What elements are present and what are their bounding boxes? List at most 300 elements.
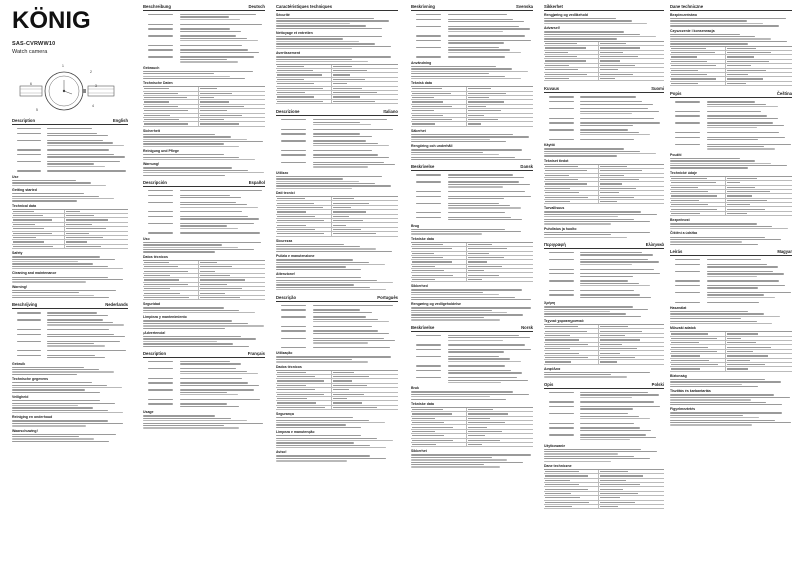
section-title [670,91,792,98]
text-line [281,316,306,317]
description-row [544,412,664,420]
text-line [143,170,248,171]
spec-key [544,74,598,75]
spec-key [12,233,64,234]
item-name [17,332,47,338]
spec-value [466,87,533,90]
text-line [448,217,511,218]
spec-value-text [333,407,377,408]
description-row [276,139,398,147]
spec-key-text [671,52,715,53]
spec-key [411,275,466,276]
text-line [17,149,41,150]
spec-key [544,166,598,167]
text-line [276,41,359,42]
text-line [416,349,441,350]
spec-value-text [600,353,620,354]
text-line [448,21,525,22]
spec-key-text [144,106,178,107]
spec-value [198,261,265,264]
callout-3: 3 [95,84,97,88]
text-line [276,422,385,423]
spec-value [331,397,398,400]
spec-value [598,487,664,490]
spec-value-text [333,101,375,102]
text-line [411,136,529,137]
spec-value-text [66,233,89,234]
subsection-heading: Tekniske data [411,236,434,241]
spec-value [198,269,265,272]
item-desc [180,215,265,221]
text-line [313,140,367,141]
text-line [12,182,91,183]
text-line [549,101,574,102]
spec-value [598,470,664,473]
spec-key [12,219,64,220]
text-line [148,403,173,404]
text-line [143,320,232,321]
spec-key-text [545,56,577,57]
spec-value [466,273,533,276]
text-line [707,137,785,138]
text-line [148,28,173,29]
text-line [580,276,633,277]
description-row [411,202,533,210]
text-line [707,302,759,303]
item-name [416,343,448,346]
spec-key [143,262,198,263]
spec-value [466,243,533,246]
text-line [143,423,263,424]
spec-value [331,69,398,72]
description-row [411,18,533,24]
spec-key [276,220,331,221]
spec-value [466,278,533,281]
spec-key-text [412,257,443,258]
item-desc [313,153,398,159]
spec-key [276,229,331,230]
text-line [17,154,41,155]
text-line [12,374,77,375]
text-line [670,226,772,227]
text-line [313,319,378,320]
text-line [448,344,526,345]
spec-value [725,64,792,67]
text-line [180,45,242,46]
text-line [12,185,106,186]
text-line [281,154,306,155]
spec-key [544,170,598,171]
spec-table [544,41,664,82]
spec-key [12,215,64,216]
spec-row [544,360,664,364]
spec-value-text [600,497,620,498]
text-line [670,417,759,418]
spec-key [544,47,598,48]
spec-value-text [600,493,638,494]
description-row [411,39,533,45]
text-line [448,35,526,36]
spec-value-text [468,413,508,414]
text-line [12,371,114,372]
item-name [416,34,448,37]
text-line [411,307,531,308]
spec-value [331,210,398,213]
item-desc [180,231,265,234]
spec-key [411,119,466,120]
spec-key [276,96,331,97]
text-line [416,377,441,378]
text-line [12,367,84,368]
spec-key [12,211,64,212]
text-line [47,329,108,330]
item-name [675,270,707,278]
text-line [148,223,173,224]
callout-2: 2 [90,70,92,74]
text-line [670,412,782,413]
spec-value [725,190,792,193]
spec-value-text [333,198,354,199]
spec-table [411,242,533,283]
text-line [580,408,633,409]
spec-key-text [545,65,569,66]
description-row [670,100,792,108]
spec-key [544,471,598,472]
description-row [12,160,128,168]
text-line [544,376,627,377]
section-title [544,4,664,11]
spec-key [411,123,466,124]
spec-key [670,347,725,348]
spec-value [466,92,533,95]
spec-value-text [333,70,367,71]
subsection-heading: Sikkerhed [411,284,428,289]
spec-key [670,61,725,62]
subsection-heading: Technical data [12,203,37,208]
column-4 [411,4,533,563]
item-desc [180,13,265,21]
spec-key-text [671,338,717,339]
text-line [448,203,499,204]
spec-value [331,406,398,409]
text-line [313,164,396,165]
spec-key [544,480,598,481]
text-line [549,108,574,109]
spec-key-text [144,97,187,98]
spec-value [725,55,792,58]
text-line [47,140,103,141]
spec-value-text [727,342,756,343]
text-line [276,289,386,290]
column-1 [12,118,128,563]
text-line [47,343,94,344]
text-line [180,56,254,57]
item-name [549,138,580,141]
text-line [549,401,574,402]
text-line [12,385,107,386]
spec-key-text [671,347,708,348]
text-line [17,341,41,342]
text-line [411,319,500,320]
spec-key [411,88,466,89]
description-row [143,381,265,387]
text-line [276,460,347,461]
spec-key [12,237,64,238]
spec-value [725,359,792,362]
subsection-heading: Τεχνικά χαρακτηριστικά [544,319,584,324]
spec-key-text [13,233,52,234]
text-line [12,389,85,390]
text-line [707,101,756,102]
text-line [12,259,115,260]
text-line [707,280,779,281]
spec-key [670,187,725,188]
spec-key [276,74,331,75]
spec-value-text [468,440,500,441]
text-line [143,172,264,173]
section-title [143,4,265,11]
spec-key-text [545,47,586,48]
spec-value-text [333,96,360,97]
text-line [276,280,377,281]
item-desc [47,148,128,151]
spec-row [276,406,398,410]
text-line [549,269,574,270]
text-line [12,196,99,197]
item-desc [448,355,533,363]
spec-key [411,253,466,254]
item-desc [47,127,128,130]
text-line [416,344,441,345]
spec-key-text [545,43,577,44]
subsection-heading: Getting started [12,188,37,193]
text-line [544,234,611,235]
spec-key-text [412,435,444,436]
spec-key-text [545,326,578,327]
description-row [544,107,664,115]
spec-value-text [66,241,86,242]
spec-key [544,183,598,184]
spec-value [331,78,398,81]
text-line [12,295,94,296]
text-line [313,119,387,120]
spec-key [411,409,466,410]
spec-value [598,496,664,499]
spec-key [411,418,466,419]
section-gap [544,511,664,514]
text-line [580,413,628,414]
text-line [707,148,775,149]
spec-table [143,86,265,127]
item-name [17,153,47,159]
text-line [544,237,627,238]
description-row [276,315,398,323]
spec-row [411,443,533,447]
spec-key [276,394,331,395]
text-line [549,129,574,130]
text-line [580,297,650,298]
text-line [544,232,650,233]
spec-value-text [600,475,643,476]
text-line [143,323,248,324]
spec-key-text [671,78,716,79]
text-line [180,394,238,395]
spec-value-text [333,92,377,93]
text-line [180,223,254,224]
text-line [580,134,650,135]
spec-value-text [600,344,622,345]
spec-table [411,86,533,127]
spec-value-text [727,61,769,62]
spec-value-text [600,170,642,171]
spec-value-text [200,262,218,263]
text-line [276,176,382,177]
subsection-heading: Turvallisuus [544,206,565,211]
spec-key-text [671,204,708,205]
spec-key [544,326,598,327]
item-name [416,39,448,45]
item-name [549,95,580,98]
text-line [276,420,369,421]
spec-value [198,278,265,281]
item-desc [580,107,664,115]
spec-key-text [671,213,700,214]
text-line [47,341,120,342]
text-line [276,356,391,357]
text-line [143,247,238,248]
text-line [544,453,618,454]
text-line [580,96,636,97]
text-line [12,410,108,411]
text-line [448,337,531,338]
spec-key [544,43,598,44]
spec-value-text [468,88,491,89]
text-line [580,111,659,112]
text-line [411,149,522,150]
spec-value-text [200,288,242,289]
spec-value-text [200,279,245,280]
description-row [670,291,792,299]
description-row [411,343,533,346]
text-line [47,135,108,136]
text-line [276,284,354,285]
subsection-heading: Sikkerhet [411,449,427,454]
item-name [549,279,580,287]
spec-key [544,497,598,498]
spec-key-text [545,175,569,176]
description-row [143,398,265,401]
description-row [670,263,792,269]
text-line [276,36,382,37]
text-line [670,223,757,224]
text-line [544,456,634,457]
item-desc [313,149,398,152]
text-line [544,306,633,307]
text-line [143,346,249,347]
callout-6: 6 [30,82,32,86]
section-gap [411,469,533,472]
text-line [313,145,389,146]
item-desc [707,100,792,108]
description-row [143,231,265,234]
text-line [143,343,233,344]
section-title-text: Leírás [670,249,683,255]
spec-key [544,493,598,494]
item-name [281,139,313,147]
spec-key-text [277,216,315,217]
section-language: Nederlands [105,302,128,308]
text-line [670,316,780,317]
text-line [670,163,771,164]
text-line [276,440,393,441]
text-line [180,28,230,29]
text-line [580,394,659,395]
spec-key-text [545,52,568,53]
text-line [17,329,41,330]
text-line [580,416,639,417]
spec-value-text [333,233,376,234]
spec-value-text [727,187,755,188]
description-row [411,55,533,58]
text-line [180,24,263,25]
text-line [416,356,441,357]
spec-value [598,174,664,177]
text-line [544,374,611,375]
text-line [448,31,503,32]
text-line [675,111,700,112]
text-line [544,451,657,452]
text-line [411,289,522,290]
spec-key-text [277,74,322,75]
text-line [670,313,764,314]
item-desc [707,258,792,261]
text-line [143,167,232,168]
description-row [143,194,265,200]
item-name [416,13,448,16]
item-name [416,190,448,193]
text-line [411,459,507,460]
spec-key [411,93,466,94]
spec-key-text [545,361,571,362]
description-row [411,369,533,375]
text-line [675,259,700,260]
text-line [580,122,660,123]
text-line [180,31,241,32]
spec-value-text [468,257,504,258]
description-row [143,34,265,42]
text-line [180,35,236,36]
text-line [411,231,521,232]
item-desc [580,117,664,120]
text-line [47,142,113,143]
spec-value [198,274,265,277]
spec-value-text [200,93,232,94]
text-line [313,338,385,339]
item-name [549,289,580,292]
spec-value-text [727,70,766,71]
text-line [12,256,100,257]
text-line [580,132,639,133]
spec-value-text [66,246,101,247]
spec-key-text [545,188,570,189]
subsection-heading: Käyttö [544,143,555,148]
text-line [448,340,503,341]
text-line [448,52,521,53]
text-line [675,280,700,281]
section-language: English [112,118,128,123]
section-title [544,86,664,93]
spec-value [598,77,664,80]
